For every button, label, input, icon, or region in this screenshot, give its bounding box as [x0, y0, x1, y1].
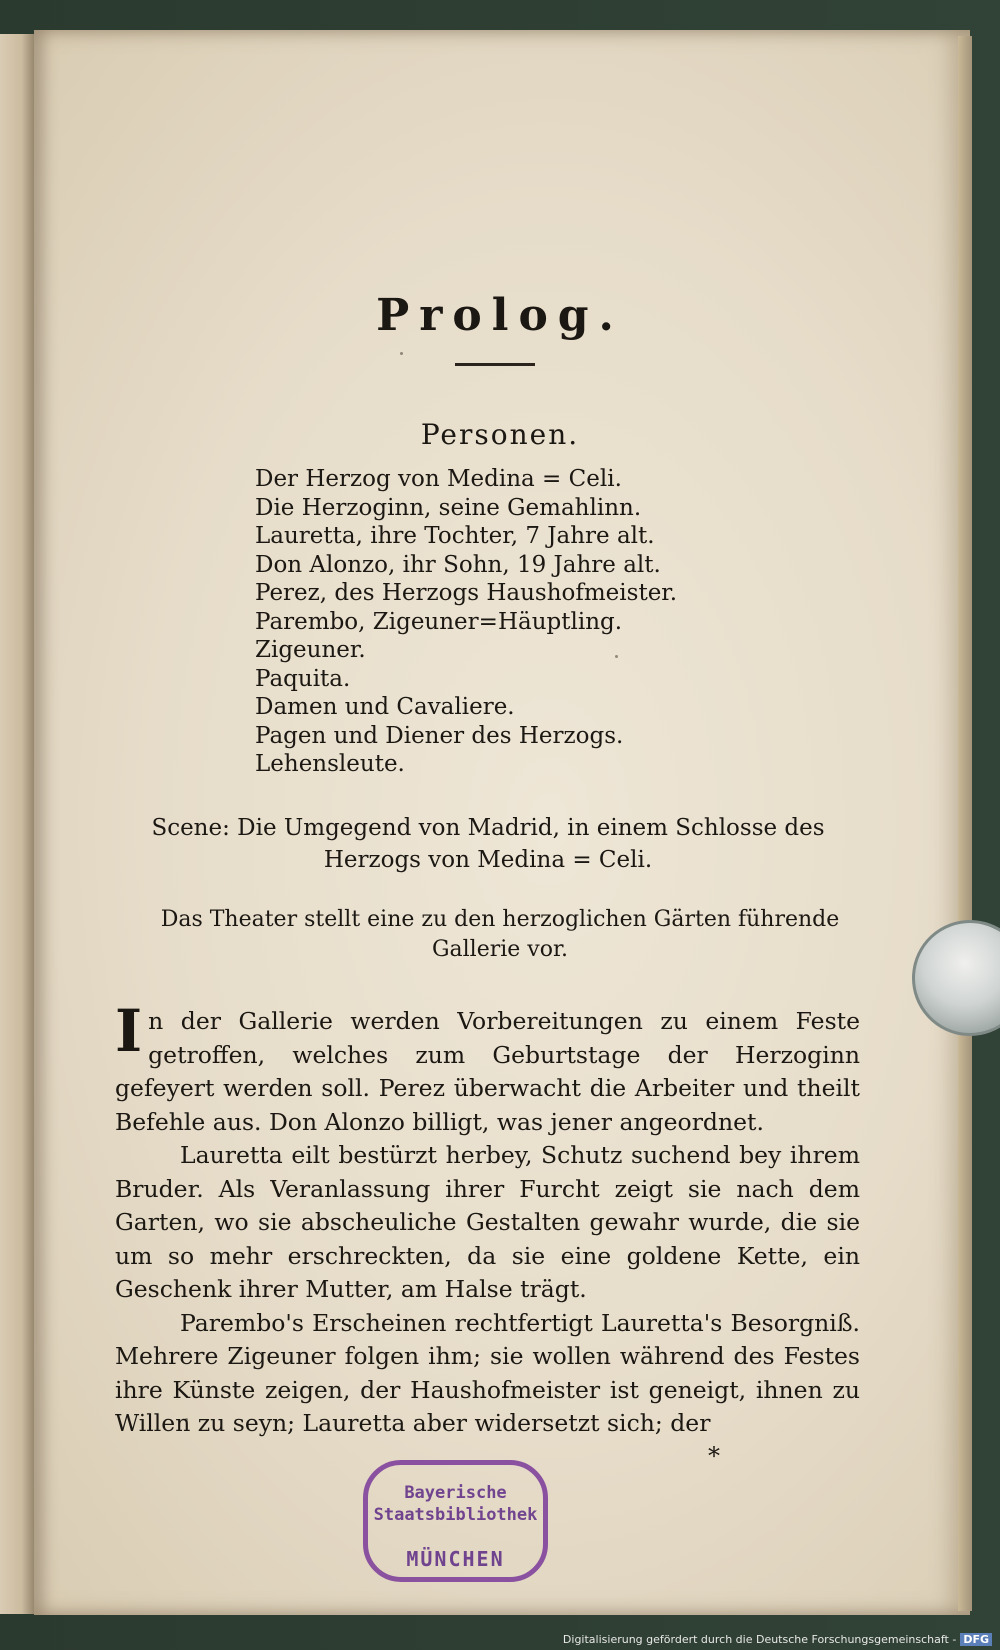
cast-item: Die Herzoginn, seine Gemahlinn.	[255, 494, 642, 521]
cast-list	[255, 465, 677, 779]
page-title: Prolog.	[376, 290, 624, 341]
dfg-logo: DFG	[960, 1633, 992, 1646]
paragraph: Lauretta eilt bestürzt herbey, Schutz suchend bey ihrem Bruder. Als Veranlassung ihrer Furcht zeigt sie nach dem Garten, wo sie abscheuliche Gestalten gewahr wurde, die sie um so mehr erschreckten, da sie eine goldene Kette, ein Geschenk ihrer Mutter, am Halse trägt.	[115, 1141, 860, 1303]
cast-heading: Personen.	[420, 418, 580, 451]
digitization-footer	[563, 1633, 992, 1646]
stamp-line: MÜNCHEN	[406, 1547, 505, 1571]
title-rule	[455, 363, 535, 366]
paragraph	[115, 997, 860, 1139]
scene-description: Scene: Die Umgegend von Madrid, in einem Schlosse des Herzogs von Medina = Celi.	[151, 815, 825, 873]
stamp-line: Staatsbibliothek	[373, 1505, 538, 1525]
cast-item: Der Herzog von Medina = Celi.	[255, 466, 622, 492]
previous-page-edge	[0, 34, 36, 1614]
cast-item: Damen und Cavaliere.	[255, 694, 515, 720]
page-stack-edge	[958, 36, 972, 1611]
cast-item: Parembo, Zigeuner=Häuptling.	[255, 608, 623, 635]
signature-mark: *	[708, 1442, 720, 1470]
prologue-text	[115, 997, 860, 1441]
stamp-line: Bayerische	[404, 1483, 507, 1503]
library-stamp	[363, 1460, 548, 1582]
cast-item: Pagen und Diener des Herzogs.	[255, 722, 624, 749]
cast-item: Paquita.	[255, 665, 351, 692]
stage-description: Das Theater stellt eine zu den herzoglichen Gärten führende Gallerie vor.	[160, 907, 840, 962]
footer-text: Digitalisierung gefördert durch die Deutsche Forschungsgemeinschaft -	[562, 1633, 957, 1646]
paper-speck	[400, 352, 403, 355]
cast-item: Don Alonzo, ihr Sohn, 19 Jahre alt.	[255, 551, 661, 578]
cast-item: Perez, des Herzogs Haushofmeister.	[255, 580, 678, 606]
paragraph-text: n der Gallerie werden Vorbereitungen zu einem Feste getroffen, welches zum Geburtstage der Herzoginn gefeyert werden soll. Perez überwacht die Arbeiter und theilt Befehle aus. Don Alonzo billigt, was jener angeordnet.	[115, 1007, 860, 1136]
cast-item: Lehensleute.	[255, 751, 405, 777]
drop-cap: I	[115, 997, 143, 1065]
cast-item: Lauretta, ihre Tochter, 7 Jahre alt.	[255, 523, 655, 549]
cast-item: Zigeuner.	[255, 637, 366, 663]
paragraph: Parembo's Erscheinen rechtfertigt Lauretta's Besorgniß. Mehrere Zigeuner folgen ihm; sie wollen während des Festes ihre Künste zeigen, der Haushofmeister ist geneigt, ihnen zu Willen zu seyn; Lauretta aber widersetzt sich; der	[115, 1308, 860, 1437]
